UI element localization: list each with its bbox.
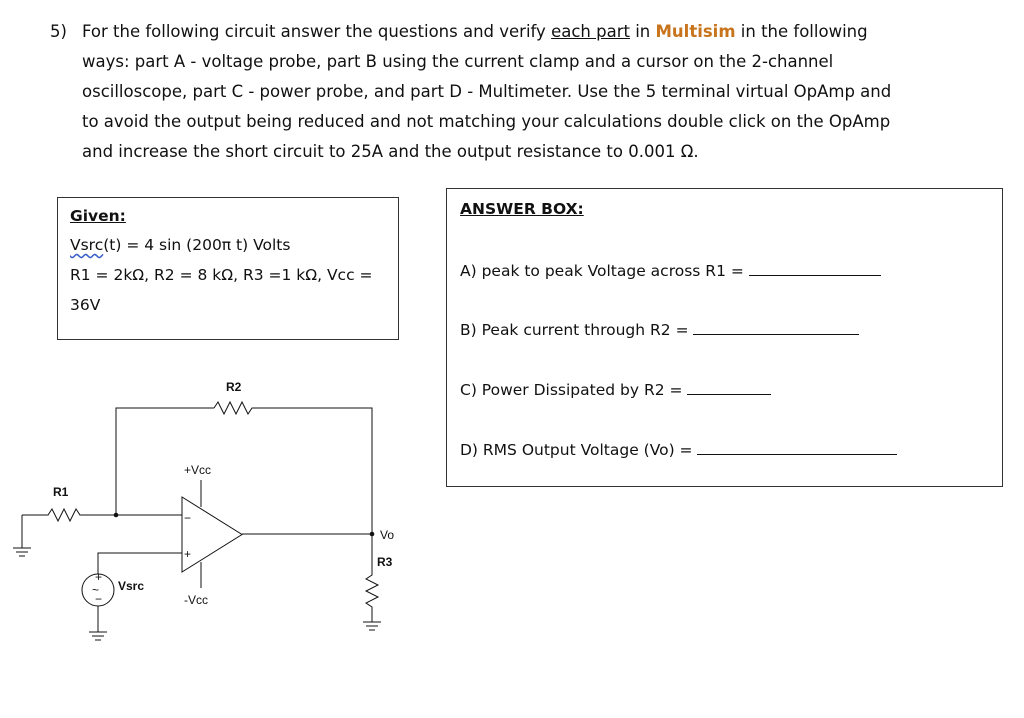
answer-a-label: A) peak to peak Voltage across R1 =: [460, 262, 749, 280]
answer-a-blank[interactable]: [749, 261, 881, 276]
question-line-1-mid: in: [629, 22, 656, 41]
answer-c-blank[interactable]: [687, 380, 771, 395]
noninverting-input-wire: [98, 553, 182, 574]
question-line-1: [82, 22, 868, 41]
r3-resistor: [366, 534, 378, 622]
given-title: Given:: [70, 207, 126, 225]
r1-resistor: [22, 509, 116, 521]
question-line-3: oscilloscope, part C - power probe, and part D - Multimeter. Use the 5 terminal virtual OpAmp and: [82, 82, 892, 101]
output-ground-icon: [363, 622, 381, 630]
r3-label: R3: [377, 555, 393, 569]
question-number: 5): [50, 22, 67, 41]
opamp-inverting-sign: −: [184, 511, 192, 525]
answer-b: [460, 320, 859, 339]
r2-label: R2: [226, 380, 242, 394]
inverting-node-dot: [114, 513, 119, 518]
input-ground-icon: [13, 548, 31, 556]
question-line-4: to avoid the output being reduced and not matching your calculations double click on the OpAmp: [82, 112, 891, 131]
answer-d-blank[interactable]: [697, 440, 897, 455]
vo-label: Vo: [380, 528, 395, 542]
each-part-underlined: each part: [551, 22, 630, 41]
source-plus-sign: +: [95, 570, 103, 584]
r1-label: R1: [53, 485, 69, 499]
output-node-dot: [370, 532, 375, 537]
vsrc-expression: (t) = 4 sin (200π t) Volts: [103, 236, 291, 254]
given-vcc-line: 36V: [70, 296, 101, 314]
vsrc-label: Vsrc: [70, 236, 104, 254]
vcc-neg-label: -Vcc: [184, 593, 208, 607]
opamp-noninverting-sign: +: [184, 547, 192, 561]
vsrc-source-label: Vsrc: [118, 579, 145, 593]
circuit-schematic: [0, 370, 420, 660]
question-line-1-pre: For the following circuit answer the questions and verify: [82, 22, 552, 41]
source-minus-sign: −: [95, 592, 103, 606]
source-ground-icon: [89, 632, 107, 640]
answer-box-title: ANSWER BOX:: [460, 200, 584, 218]
question-line-1-post: in the following: [735, 22, 868, 41]
multisim-brand: Multisim: [655, 22, 736, 41]
answer-c-label: C) Power Dissipated by R2 =: [460, 381, 688, 399]
question-line-5: and increase the short circuit to 25A and the output resistance to 0.001 Ω.: [82, 142, 699, 161]
answer-b-blank[interactable]: [693, 320, 859, 335]
feedback-left-wire: [116, 408, 214, 515]
answer-d: [460, 440, 897, 459]
answer-d-label: D) RMS Output Voltage (Vo) =: [460, 441, 698, 459]
vcc-pos-label: +Vcc: [184, 463, 212, 477]
given-resistors-line: R1 = 2kΩ, R2 = 8 kΩ, R3 =1 kΩ, Vcc =: [70, 266, 373, 284]
answer-b-label: B) Peak current through R2 =: [460, 321, 694, 339]
answer-a: [460, 261, 881, 280]
question-line-2: ways: part A - voltage probe, part B using the current clamp and a cursor on the 2-channel: [82, 52, 834, 71]
given-vsrc-line: [70, 236, 290, 254]
answer-c: [460, 380, 771, 399]
r2-resistor: [214, 402, 372, 532]
sine-wave-icon: ~: [92, 583, 100, 597]
